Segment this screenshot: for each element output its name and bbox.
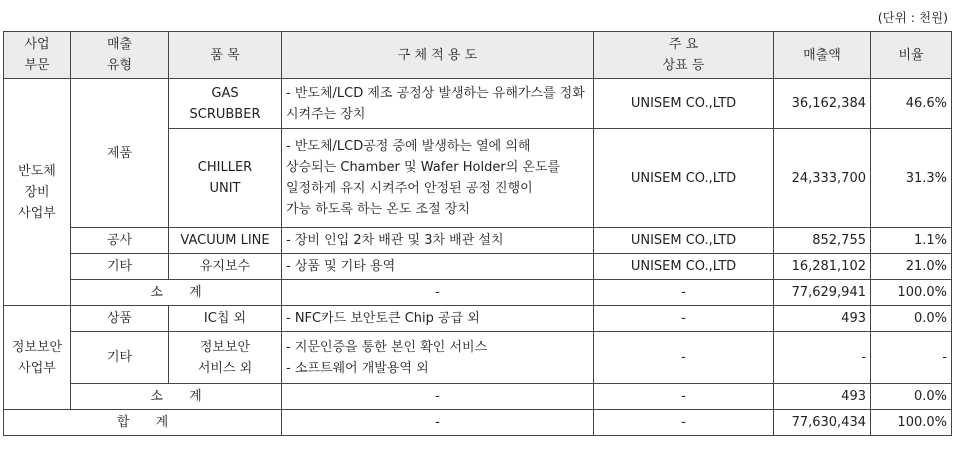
ratio-cell: 0.0% bbox=[871, 306, 952, 332]
usage-cell: - 반도체/LCD 제조 공정상 발생하는 유해가스를 정화 시켜주는 장치 bbox=[282, 79, 594, 129]
table-row bbox=[4, 306, 952, 332]
brand-cell: UNISEM CO.,LTD bbox=[594, 254, 774, 280]
sales-type: 상품 bbox=[71, 306, 169, 332]
ratio-cell: 1.1% bbox=[871, 228, 952, 254]
brand-cell: - bbox=[594, 384, 774, 410]
brand-cell: - bbox=[594, 410, 774, 436]
usage-cell: - bbox=[282, 384, 594, 410]
subtotal-label: 소 계 bbox=[71, 384, 282, 410]
brand-cell: UNISEM CO.,LTD bbox=[594, 79, 774, 129]
unit-label: (단위 : 천원) bbox=[877, 10, 948, 25]
subtotal-row bbox=[4, 280, 952, 306]
usage-cell: - bbox=[282, 280, 594, 306]
sales-cell: 16,281,102 bbox=[774, 254, 871, 280]
segment-name: 정보보안 사업부 bbox=[4, 306, 71, 410]
item-cell: 정보보안 서비스 외 bbox=[169, 332, 282, 384]
sales-type: 제품 bbox=[71, 79, 169, 228]
sales-cell: 77,629,941 bbox=[774, 280, 871, 306]
ratio-cell: - bbox=[871, 332, 952, 384]
total-label: 합 계 bbox=[4, 410, 282, 436]
usage-cell: - 반도체/LCD공정 중에 발생하는 열에 의해 상승되는 Chamber 및 Wafer Holder의 온도를 일정하게 유지 시켜주어 안정된 공정 진행이 가능 하도록 하는 온도 조절 장치 bbox=[282, 129, 594, 228]
header-row bbox=[4, 32, 952, 79]
brand-cell: - bbox=[594, 306, 774, 332]
sales-cell: 852,755 bbox=[774, 228, 871, 254]
segment-name: 반도체 장비 사업부 bbox=[4, 79, 71, 306]
table-row bbox=[4, 79, 952, 129]
item-cell: VACUUM LINE bbox=[169, 228, 282, 254]
sales-type: 기타 bbox=[71, 332, 169, 384]
ratio-cell: 46.6% bbox=[871, 79, 952, 129]
ratio-cell: 100.0% bbox=[871, 280, 952, 306]
sales-type: 기타 bbox=[71, 254, 169, 280]
header-ratio: 비율 bbox=[871, 32, 952, 79]
sales-type: 공사 bbox=[71, 228, 169, 254]
subtotal-row bbox=[4, 384, 952, 410]
ratio-cell: 31.3% bbox=[871, 129, 952, 228]
header-brand: 주 요 상표 등 bbox=[594, 32, 774, 79]
sales-cell: 36,162,384 bbox=[774, 79, 871, 129]
brand-cell: UNISEM CO.,LTD bbox=[594, 228, 774, 254]
usage-cell: - bbox=[282, 410, 594, 436]
header-segment: 사업 부문 bbox=[4, 32, 71, 79]
usage-cell: - 지문인증을 통한 본인 확인 서비스 - 소프트웨어 개발용역 외 bbox=[282, 332, 594, 384]
brand-cell: UNISEM CO.,LTD bbox=[594, 129, 774, 228]
usage-cell: - 장비 인입 2차 배관 및 3차 배관 설치 bbox=[282, 228, 594, 254]
subtotal-label: 소 계 bbox=[71, 280, 282, 306]
sales-cell: 24,333,700 bbox=[774, 129, 871, 228]
item-cell: GAS SCRUBBER bbox=[169, 79, 282, 129]
total-row bbox=[4, 410, 952, 436]
item-cell: IC칩 외 bbox=[169, 306, 282, 332]
ratio-cell: 0.0% bbox=[871, 384, 952, 410]
ratio-cell: 100.0% bbox=[871, 410, 952, 436]
sales-cell: 493 bbox=[774, 384, 871, 410]
sales-cell: - bbox=[774, 332, 871, 384]
ratio-cell: 21.0% bbox=[871, 254, 952, 280]
sales-table bbox=[3, 31, 952, 436]
table-row bbox=[4, 332, 952, 384]
table-row bbox=[4, 254, 952, 280]
usage-cell: - 상품 및 기타 용역 bbox=[282, 254, 594, 280]
sales-cell: 77,630,434 bbox=[774, 410, 871, 436]
brand-cell: - bbox=[594, 280, 774, 306]
item-cell: CHILLER UNIT bbox=[169, 129, 282, 228]
sales-cell: 493 bbox=[774, 306, 871, 332]
header-sales-type: 매출 유형 bbox=[71, 32, 169, 79]
brand-cell: - bbox=[594, 332, 774, 384]
header-usage: 구 체 적 용 도 bbox=[282, 32, 594, 79]
header-item: 품 목 bbox=[169, 32, 282, 79]
table-row bbox=[4, 228, 952, 254]
usage-cell: - NFC카드 보안토큰 Chip 공급 외 bbox=[282, 306, 594, 332]
header-sales: 매출액 bbox=[774, 32, 871, 79]
item-cell: 유지보수 bbox=[169, 254, 282, 280]
